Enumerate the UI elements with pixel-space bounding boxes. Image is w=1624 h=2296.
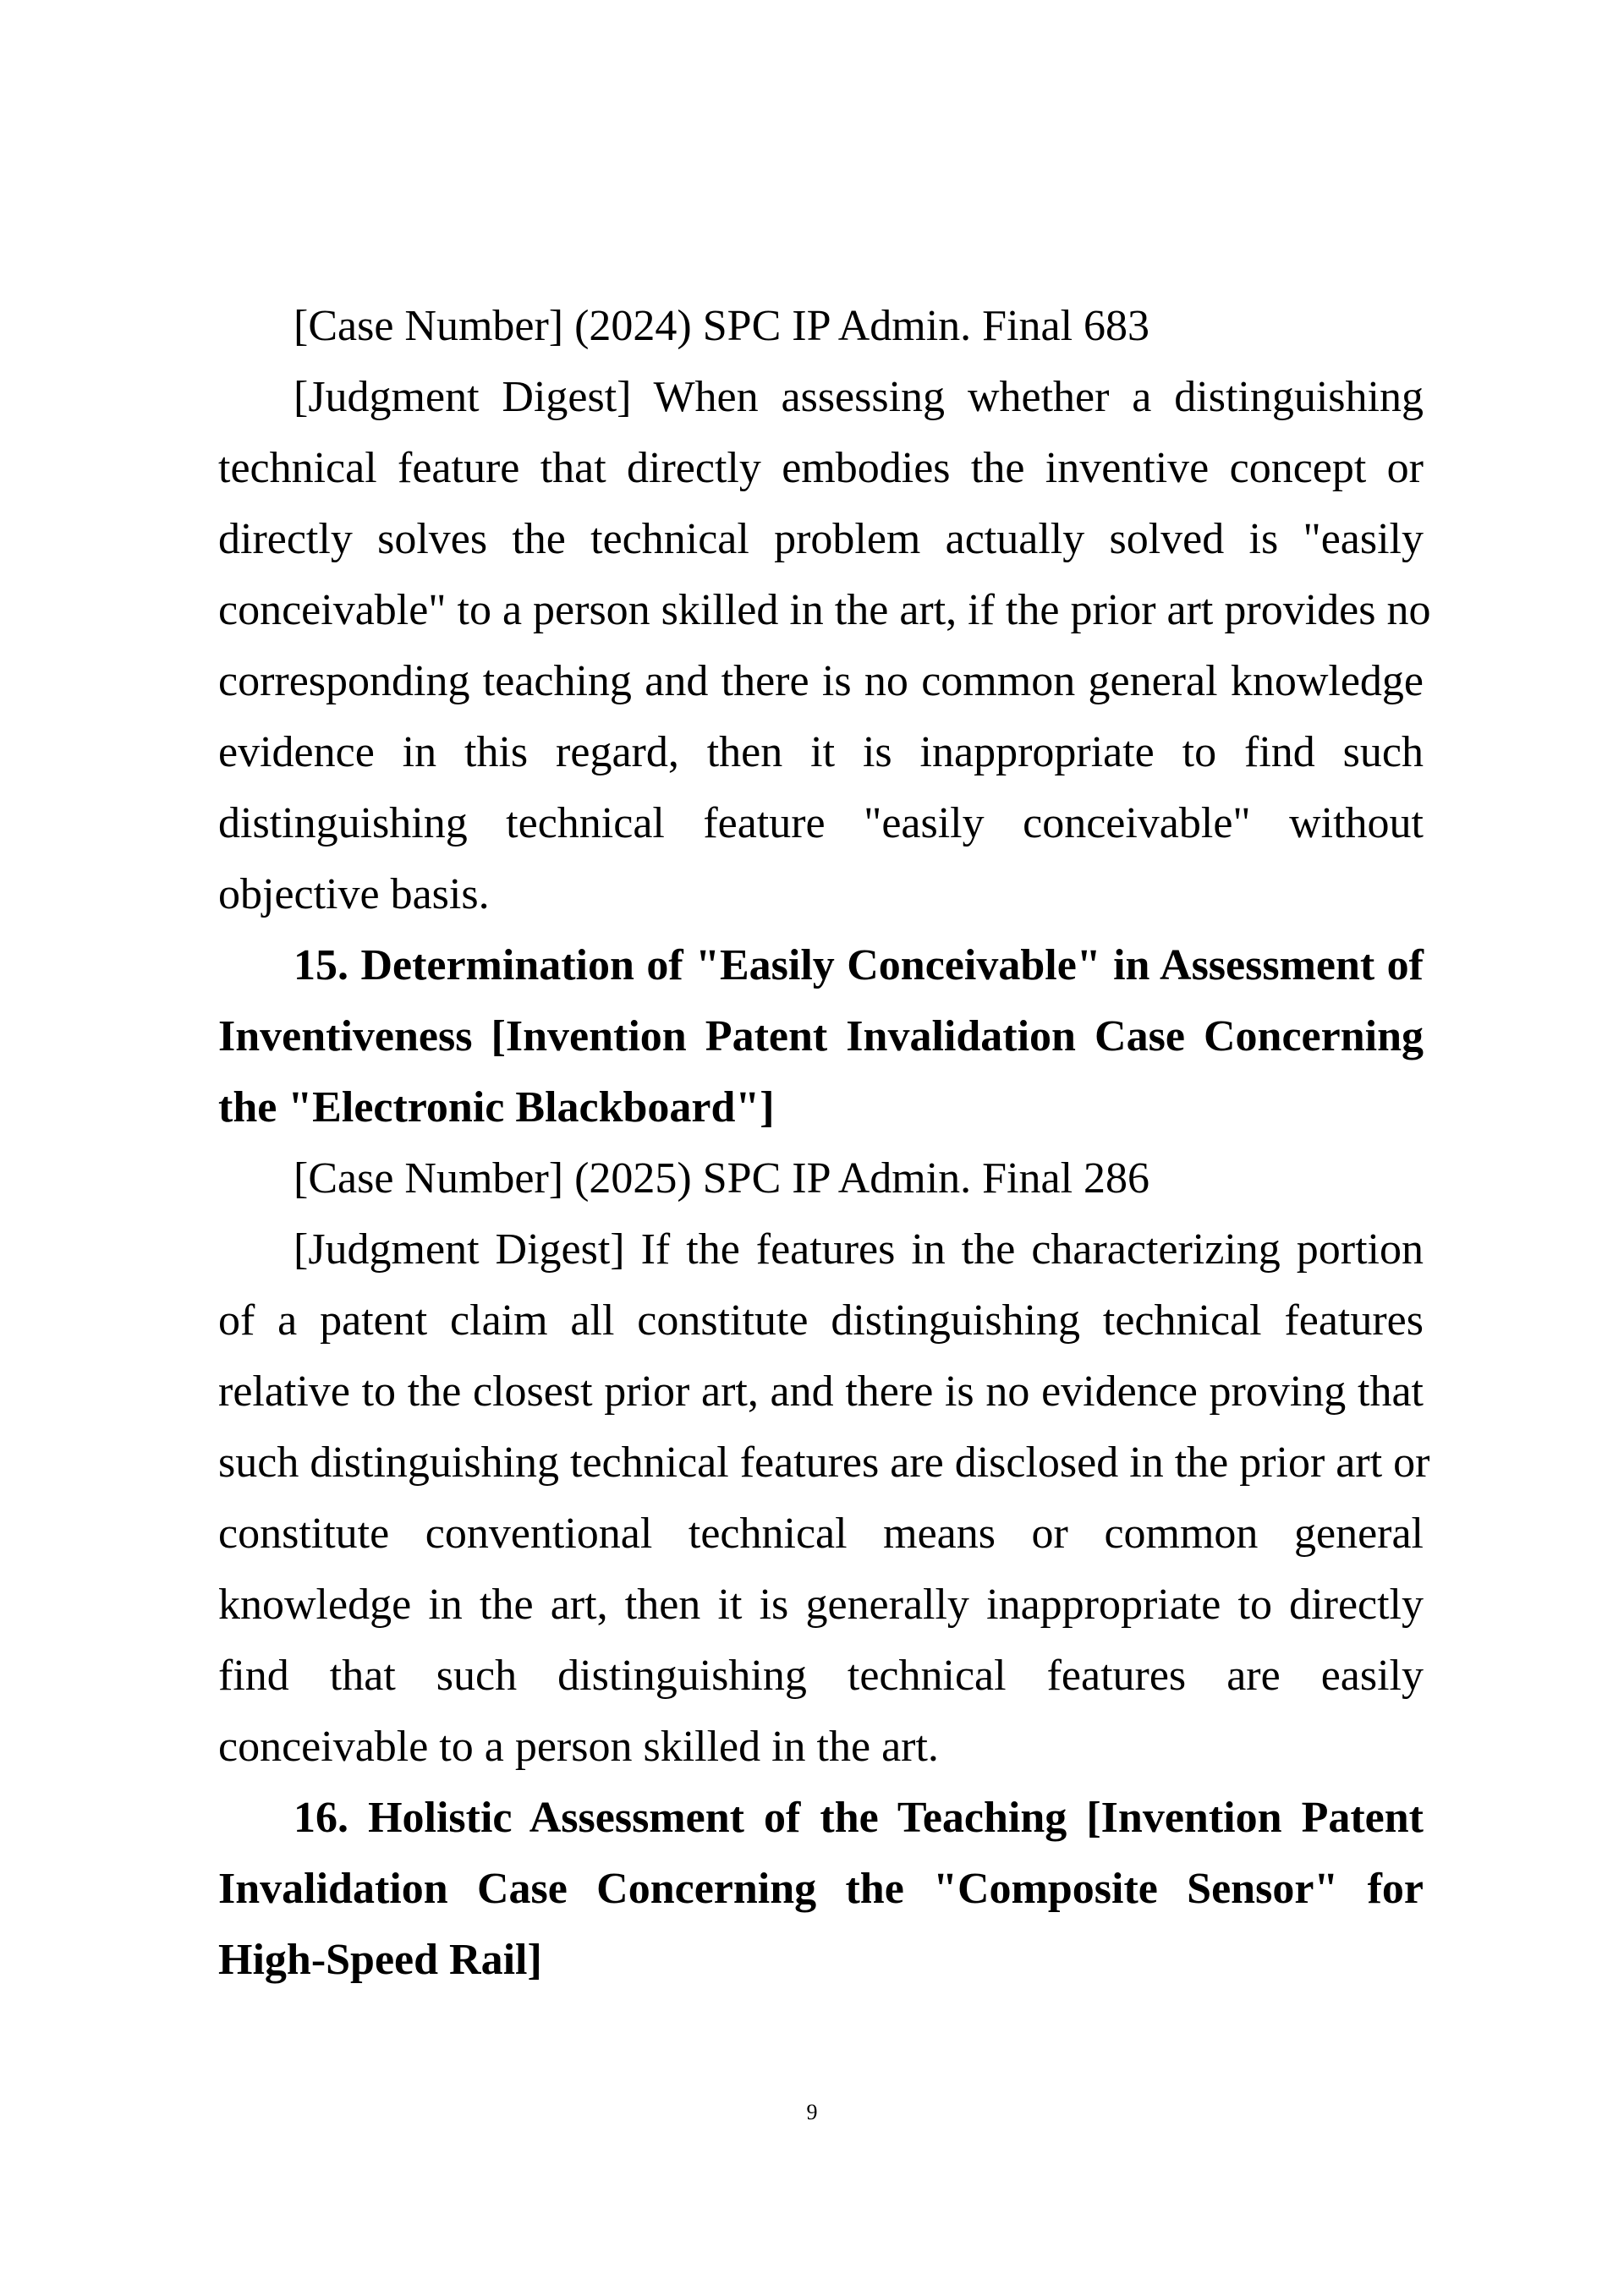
page-number: 9	[806, 2100, 818, 2124]
text-line: relative to the closest prior art, and there is no evidence proving that	[218, 1367, 1424, 1416]
case-number-paragraph	[218, 291, 1424, 362]
text-line: objective basis.	[218, 870, 490, 918]
text-line: corresponding teaching and there is no common general knowledge	[218, 657, 1424, 705]
text-line: such distinguishing technical features are disclosed in the prior art or	[218, 1438, 1430, 1487]
section-heading-16	[218, 1783, 1424, 1996]
text-line: conceivable" to a person skilled in the art, if the prior art provides no	[218, 586, 1431, 634]
document-page	[218, 291, 1431, 1996]
heading-line: Invalidation Case Concerning the "Composite Sensor" for	[218, 1865, 1424, 1913]
section-heading-15	[218, 930, 1424, 1143]
text-line: knowledge in the art, then it is generally inappropriate to directly	[218, 1581, 1424, 1629]
heading-line: High-Speed Rail]	[218, 1936, 542, 1984]
text-line: directly solves the technical problem actually solved is "easily	[218, 515, 1424, 563]
heading-line: 16. Holistic Assessment of the Teaching [Invention Patent	[294, 1794, 1424, 1842]
text-line: [Judgment Digest] When assessing whether a distinguishing	[294, 373, 1424, 421]
text-line: technical feature that directly embodies the inventive concept or	[218, 444, 1424, 492]
judgment-digest-paragraph	[218, 362, 1431, 930]
text-line: [Case Number] (2024) SPC IP Admin. Final 683	[294, 302, 1150, 350]
heading-line: the "Electronic Blackboard"]	[218, 1083, 775, 1132]
judgment-digest-paragraph	[218, 1214, 1430, 1783]
case-number-paragraph	[218, 1143, 1424, 1214]
text-line: distinguishing technical feature "easily conceivable" without	[218, 799, 1424, 847]
text-line: [Judgment Digest] If the features in the characterizing portion	[294, 1225, 1424, 1274]
heading-line: 15. Determination of "Easily Conceivable" in Assessment of	[294, 941, 1424, 989]
text-line: of a patent claim all constitute distinguishing technical features	[218, 1296, 1424, 1345]
text-line: evidence in this regard, then it is inappropriate to find such	[218, 728, 1424, 776]
text-line: [Case Number] (2025) SPC IP Admin. Final 286	[294, 1154, 1150, 1203]
heading-line: Inventiveness [Invention Patent Invalidation Case Concerning	[218, 1012, 1424, 1060]
text-line: conceivable to a person skilled in the art.	[218, 1723, 939, 1771]
text-line: find that such distinguishing technical features are easily	[218, 1652, 1424, 1700]
text-line: constitute conventional technical means or common general	[218, 1510, 1424, 1558]
